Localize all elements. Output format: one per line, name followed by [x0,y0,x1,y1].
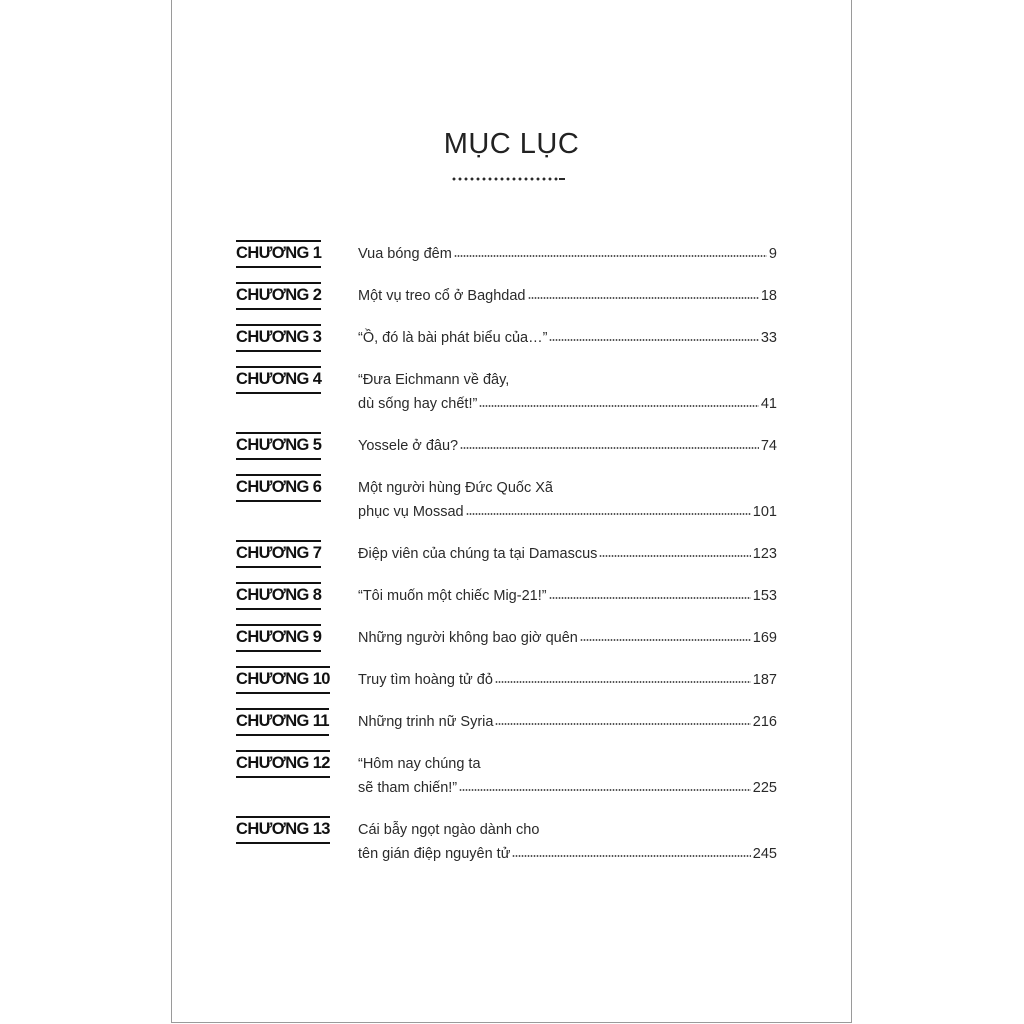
chapter-title-line [358,776,777,800]
chapter-label: CHƯƠNG 9 [236,624,321,652]
chapter-title-block [358,668,777,692]
chapter-title-text: Những người không bao giờ quên [358,630,578,646]
chapter-label: CHƯƠNG 4 [236,366,321,394]
chapter-title-line [358,626,777,650]
chapter-title-text: Vua bóng đêm [358,246,452,262]
chapter-title-text: “Tôi muốn một chiếc Mig-21!” [358,588,547,604]
chapter-title-block [358,242,777,266]
rule-dash [559,178,565,180]
chapter-title-block [358,542,777,566]
chapter-title-block [358,434,777,458]
chapter-label: CHƯƠNG 10 [236,666,330,694]
dot-leader [580,639,751,641]
chapter-title-line [358,392,777,416]
dot-leader [460,447,759,449]
chapter-title-line [358,476,777,500]
chapter-title-line [358,752,777,776]
dot-leader [495,681,751,683]
chapter-title-text: “Hôm nay chúng ta [358,756,481,772]
book-page [171,0,852,1023]
chapter-title-line [358,842,777,866]
chapter-title-line [358,542,777,566]
chapter-label: CHƯƠNG 13 [236,816,330,844]
chapter-title-text: phục vụ Mossad [358,504,464,520]
dot-leader [454,255,767,257]
chapter-label: CHƯƠNG 11 [236,708,329,736]
chapter-title-text: Truy tìm hoàng tử đỏ [358,672,493,688]
chapter-title-text: Một vụ treo cổ ở Baghdad [358,288,526,304]
chapter-label: CHƯƠNG 1 [236,240,321,268]
dot-leader [459,789,751,791]
chapter-title-line [358,284,777,308]
chapter-label: CHƯƠNG 5 [236,432,321,460]
page-number: 18 [760,288,777,304]
page-number: 216 [752,714,777,730]
dot-leader [466,513,751,515]
chapter-title-block [358,584,777,608]
chapter-title-line [358,434,777,458]
chapter-title-line [358,710,777,734]
chapter-title-block [358,626,777,650]
chapter-title-line [358,584,777,608]
chapter-title-block [358,752,777,800]
dot-leader [549,339,758,341]
chapter-title-text: Điệp viên của chúng ta tại Damascus [358,546,598,562]
chapter-title-text: “Ồ, đó là bài phát biểu của…” [358,330,548,346]
page-number: 33 [760,330,777,346]
dotted-line [451,177,559,181]
chapter-title-text: Cái bẫy ngọt ngào dành cho [358,822,540,838]
dot-leader [599,555,750,557]
chapter-title-text: sẽ tham chiến!” [358,780,458,796]
chapter-title-line [358,326,777,350]
page-number: 153 [752,588,777,604]
chapter-title-block [358,710,777,734]
chapter-label: CHƯƠNG 2 [236,282,321,310]
chapter-label: CHƯƠNG 6 [236,474,321,502]
title-dotted-rule [451,177,565,181]
chapter-title-line [358,242,777,266]
page-number: 74 [760,438,777,454]
page-number: 169 [752,630,777,646]
page-title: MỤC LỤC [443,128,580,160]
chapter-title-block [358,368,777,416]
dot-leader [495,723,750,725]
chapter-label: CHƯƠNG 7 [236,540,321,568]
dot-leader [512,855,750,857]
chapter-title-text: dù sống hay chết!” [358,396,478,412]
chapter-title-text: Yossele ở đâu? [358,438,459,454]
page-number: 9 [768,246,777,262]
page-number: 187 [752,672,777,688]
chapter-title-text: tên gián điệp nguyên tử [358,846,511,862]
chapter-label: CHƯƠNG 12 [236,750,330,778]
page-number: 101 [752,504,777,520]
chapter-title-text: Một người hùng Đức Quốc Xã [358,480,553,496]
chapter-title-block [358,326,777,350]
dot-leader [549,597,751,599]
chapter-title-text: “Đưa Eichmann về đây, [358,372,510,388]
page-number: 225 [752,780,777,796]
chapter-title-block [358,818,777,866]
page-number: 245 [752,846,777,862]
chapter-title-text: Những trinh nữ Syria [358,714,494,730]
page-number: 41 [760,396,777,412]
dot-leader [528,297,759,299]
chapter-label: CHƯƠNG 3 [236,324,321,352]
chapter-title-line [358,668,777,692]
chapter-label: CHƯƠNG 8 [236,582,321,610]
chapter-title-line [358,818,777,842]
chapter-title-line [358,368,777,392]
chapter-title-block [358,476,777,524]
chapter-title-block [358,284,777,308]
chapter-title-line [358,500,777,524]
dot-leader [479,405,759,407]
page-number: 123 [752,546,777,562]
